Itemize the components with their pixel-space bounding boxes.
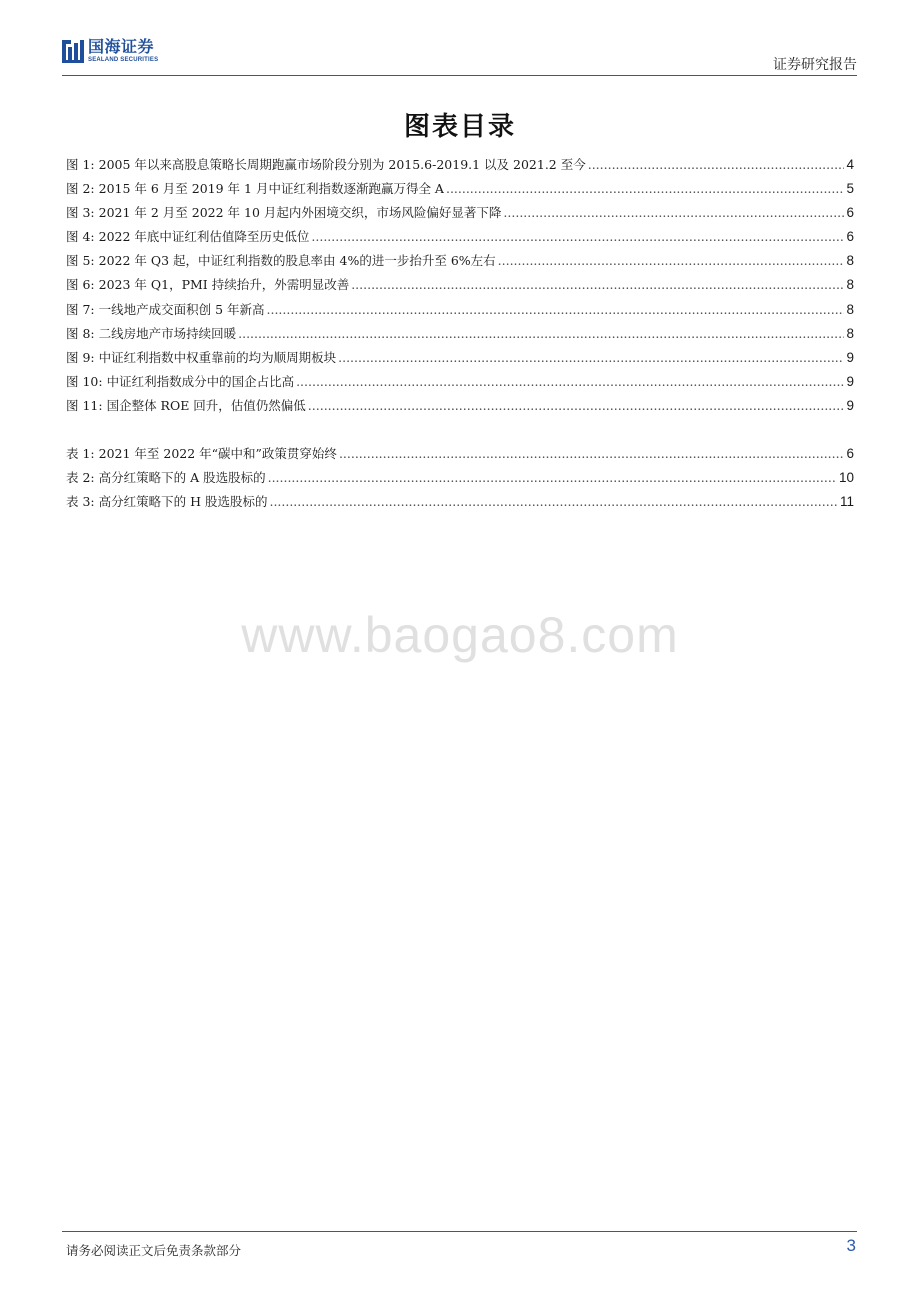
toc-item-page: 6 <box>846 205 854 221</box>
toc-item-page: 8 <box>846 277 854 293</box>
footer-divider <box>62 1231 857 1232</box>
toc-leader <box>588 153 845 177</box>
toc-item-label: 图 9: 中证红利指数中权重靠前的均为顺周期板块 <box>66 349 337 365</box>
toc-item[interactable] <box>66 177 854 201</box>
toc-item-page: 4 <box>846 157 854 172</box>
toc-item[interactable] <box>66 273 854 297</box>
toc-leader <box>238 322 844 346</box>
figure-list <box>66 153 854 418</box>
toc-leader <box>269 490 838 514</box>
toc-item[interactable] <box>66 346 854 370</box>
toc-item-label: 图 10: 中证红利指数成分中的国企占比高 <box>66 373 295 389</box>
toc-item-label: 表 2: 高分红策略下的 A 股选股标的 <box>66 470 266 486</box>
toc-item-label: 图 3: 2021 年 2 月至 2022 年 10 月起内外困境交织，市场风险偏好显著下降 <box>66 205 502 221</box>
toc-item[interactable] <box>66 466 854 490</box>
company-logo[interactable] <box>62 38 158 64</box>
toc-leader <box>498 249 845 273</box>
report-type: 证券研究报告 <box>773 57 857 73</box>
toc-item[interactable] <box>66 249 854 273</box>
toc-item-page: 10 <box>838 470 854 486</box>
toc-item-page: 9 <box>846 373 854 389</box>
toc-leader <box>446 177 845 201</box>
toc-item-page: 8 <box>846 253 854 269</box>
toc-item-label: 图 7: 一线地产成交面积创 5 年新高 <box>66 301 265 317</box>
toc-item-label: 图 1: 2005 年以来高股息策略长周期跑赢市场阶段分别为 2015.6-2019.1 以及 2021.2 至今 <box>66 157 586 172</box>
toc-item-label: 图 6: 2023 年 Q1，PMI 持续抬升，外需明显改善 <box>66 277 350 293</box>
header-divider <box>62 75 857 76</box>
toc-item-label: 表 1: 2021 年至 2022 年“碳中和”政策贯穿始终 <box>66 446 337 461</box>
toc-item[interactable] <box>66 225 854 249</box>
toc-item[interactable] <box>66 394 854 418</box>
page-number: 3 <box>846 1236 856 1255</box>
toc-leader <box>338 346 844 370</box>
toc-item[interactable] <box>66 298 854 322</box>
footer-disclaimer: 请务必阅读正文后免责条款部分 <box>66 1243 242 1258</box>
toc-item-page: 6 <box>846 229 854 245</box>
page-header <box>62 34 857 76</box>
logo-name-cn: 国海证券 <box>88 37 155 56</box>
toc-item-page: 8 <box>846 325 854 341</box>
logo-name-en: SEALAND SECURITIES <box>88 57 159 63</box>
toc-item[interactable] <box>66 153 854 177</box>
toc-item[interactable] <box>66 370 854 394</box>
toc-leader <box>503 201 844 225</box>
toc-item-page: 5 <box>846 181 854 197</box>
toc-item-page: 8 <box>846 301 854 317</box>
toc-leader <box>296 370 844 394</box>
toc-leader <box>351 273 844 297</box>
toc-item-page: 9 <box>846 397 854 413</box>
toc-item-label: 表 3: 高分红策略下的 H 股选股标的 <box>66 494 268 510</box>
toc-item[interactable] <box>66 322 854 346</box>
toc-item[interactable] <box>66 490 854 514</box>
toc-item-label: 图 11: 国企整体 ROE 回升，估值仍然偏低 <box>66 397 306 413</box>
table-list <box>66 442 854 514</box>
toc-item-label: 图 4: 2022 年底中证红利估值降至历史低位 <box>66 229 310 245</box>
sealand-logo-icon <box>62 38 84 64</box>
toc-item[interactable] <box>66 201 854 225</box>
toc-leader <box>339 442 845 466</box>
toc-item-label: 图 2: 2015 年 6 月至 2019 年 1 月中证红利指数逐渐跑赢万得全 A <box>66 181 444 197</box>
watermark: www.baogao8.com <box>241 607 679 663</box>
page-title: 图表目录 <box>403 112 516 142</box>
toc-item-page: 9 <box>846 349 854 365</box>
toc-item[interactable] <box>66 442 854 466</box>
toc-item-label: 图 5: 2022 年 Q3 起，中证红利指数的股息率由 4%的进一步抬升至 6%左右 <box>66 253 496 269</box>
toc-item-page: 6 <box>846 446 854 461</box>
toc-leader <box>311 225 844 249</box>
toc-item-label: 图 8: 二线房地产市场持续回暖 <box>66 325 237 341</box>
toc-item-page: 11 <box>839 494 854 510</box>
toc-leader <box>268 466 837 490</box>
toc-leader <box>267 298 845 322</box>
toc-leader <box>308 394 845 418</box>
